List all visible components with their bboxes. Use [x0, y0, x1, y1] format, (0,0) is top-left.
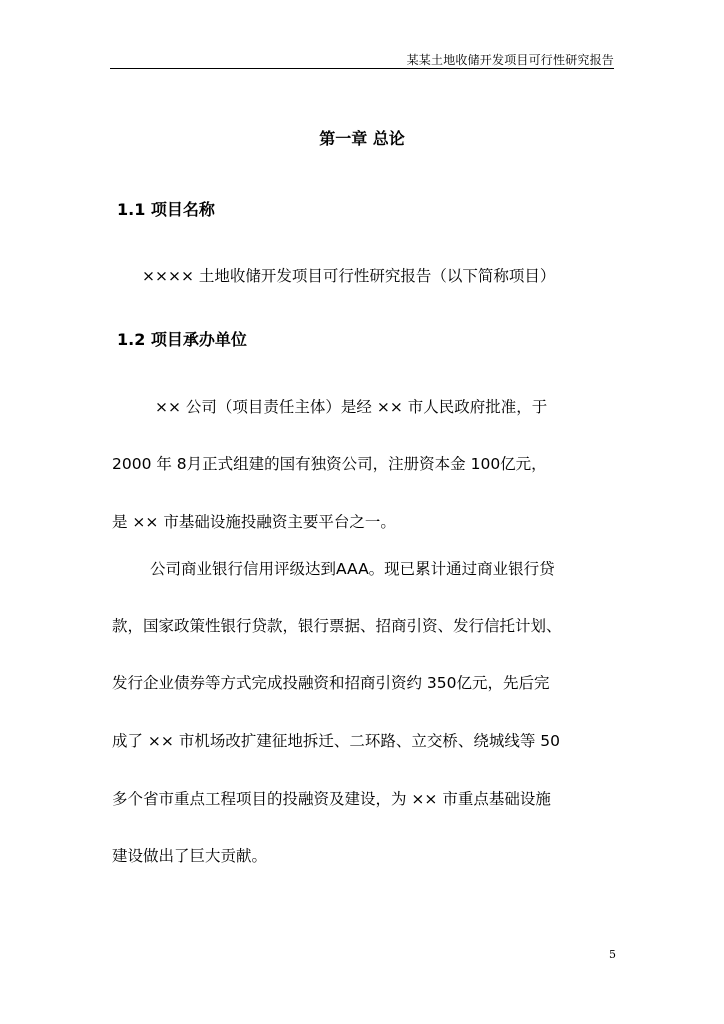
page-number: 5: [609, 948, 616, 961]
paragraph-line: 发行企业债券等方式完成投融资和招商引资约 350亿元，先后完: [112, 674, 550, 692]
paragraph-line: 是 ×× 市基础设施投融资主要平台之一。: [112, 513, 396, 531]
paragraph-line: 建设做出了巨大贡献。: [112, 847, 268, 865]
paragraph-line: 成了 ×× 市机场改扩建征地拆迁、二环路、立交桥、绕城线等 50: [112, 732, 560, 750]
section-heading-project-name: 1.1 项目名称: [117, 200, 215, 219]
paragraph-line: 公司商业银行信用评级达到AAA。现已累计通过商业银行贷: [150, 560, 555, 578]
paragraph-line: 2000 年 8月正式组建的国有独资公司，注册资本金 100亿元，: [112, 455, 547, 473]
paragraph-line: 多个省市重点工程项目的投融资及建设，为 ×× 市重点基础设施: [112, 790, 551, 808]
paragraph-line: ×× 公司（项目责任主体）是经 ×× 市人民政府批准，于: [155, 398, 548, 416]
project-name-text: ×××× 土地收储开发项目可行性研究报告（以下简称项目）: [142, 267, 556, 285]
header-rule: [110, 68, 614, 69]
running-header: 某某土地收储开发项目可行性研究报告: [406, 53, 614, 67]
section-heading-organizer: 1.2 项目承办单位: [117, 330, 247, 349]
paragraph-line: 款，国家政策性银行贷款，银行票据、招商引资、发行信托计划、: [112, 617, 562, 635]
chapter-title: 第一章 总论: [319, 129, 405, 148]
